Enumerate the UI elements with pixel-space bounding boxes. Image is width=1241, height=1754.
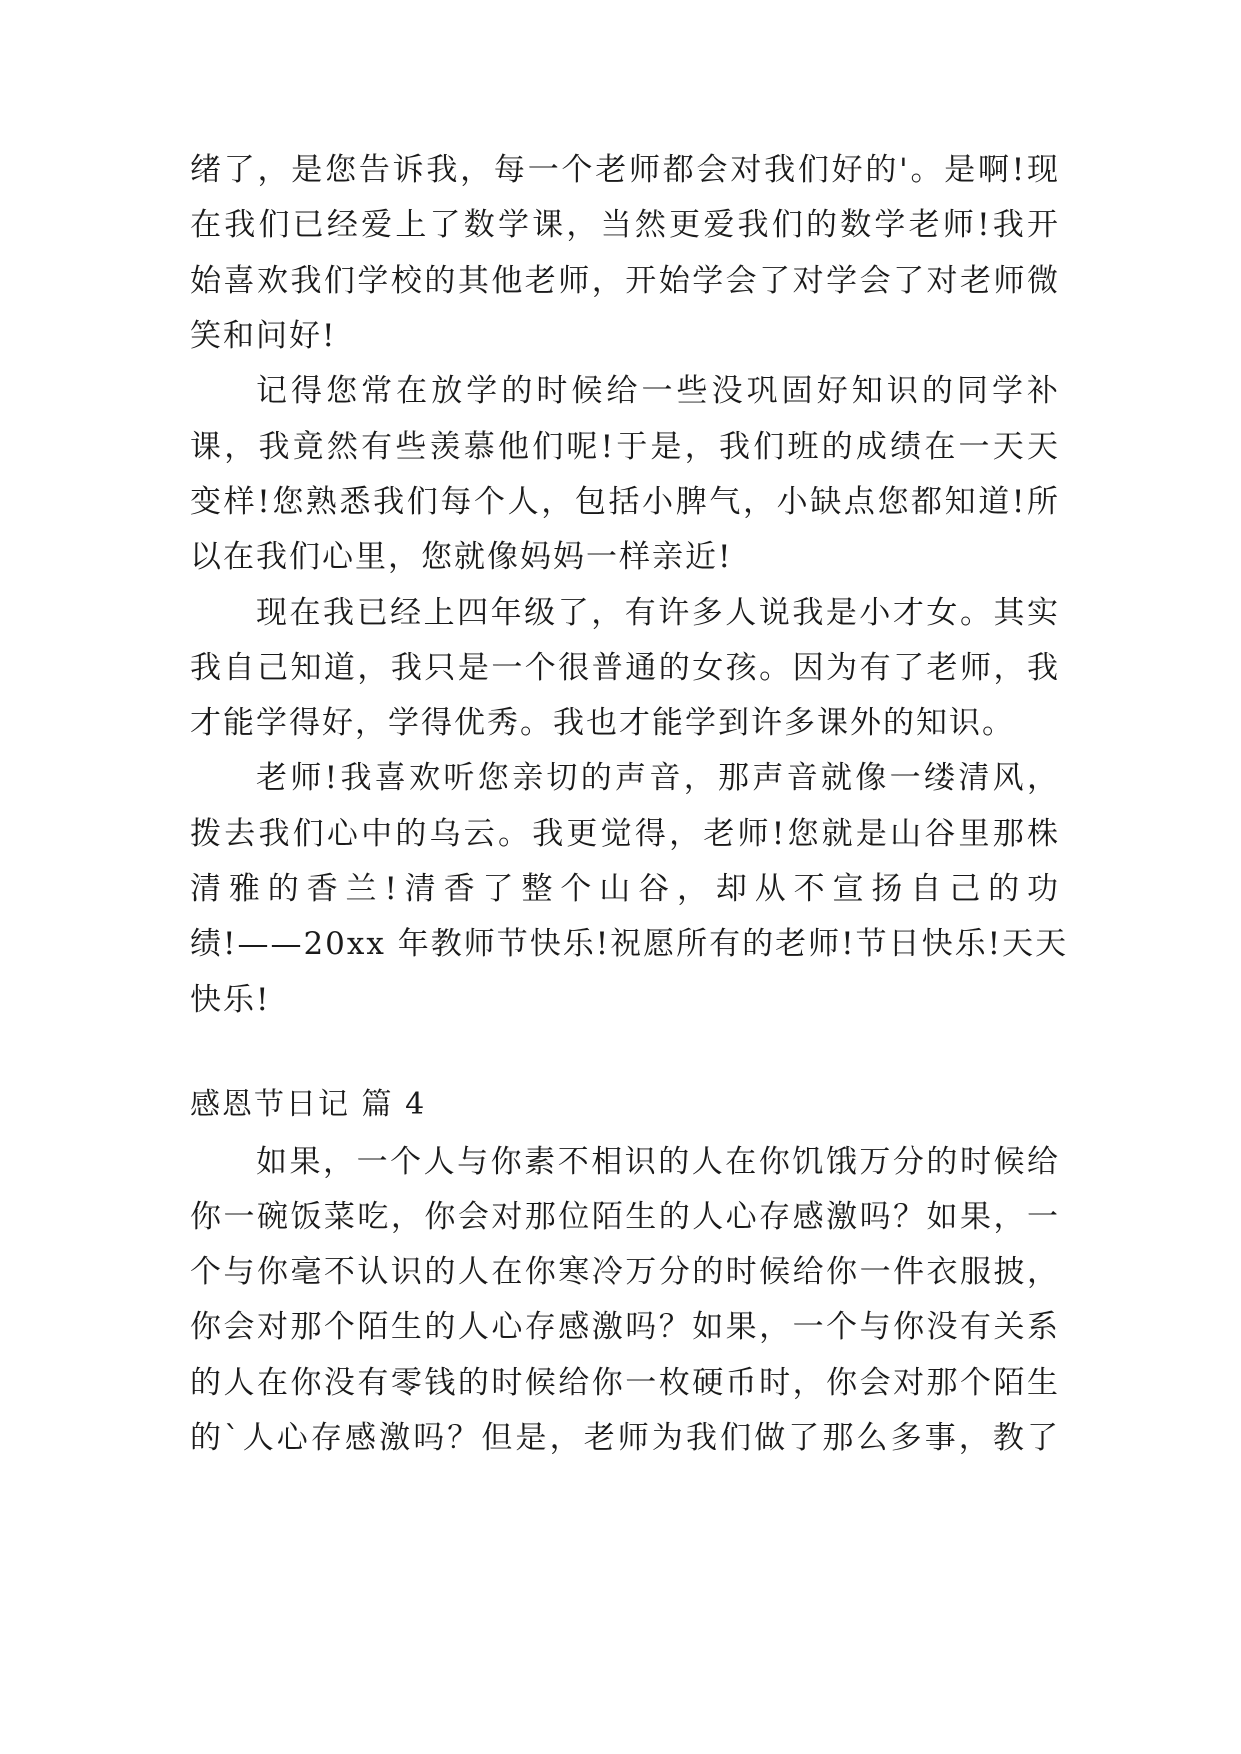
paragraph-line: 在我们已经爱上了数学课，当然更爱我们的数学老师!我开	[190, 207, 1060, 243]
paragraph-line: 课，我竟然有些羡慕他们呢!于是，我们班的成绩在一天天	[190, 429, 1060, 465]
paragraph-line: 如果，一个人与你素不相识的人在你饥饿万分的时候给	[256, 1144, 1060, 1180]
paragraph-line: 的人在你没有零钱的时候给你一枚硬币时，你会对那个陌生	[190, 1365, 1060, 1401]
paragraph-line: 你一碗饭菜吃，你会对那位陌生的人心存感激吗？如果，一	[190, 1199, 1060, 1235]
paragraph-line: 笑和问好!	[190, 318, 337, 354]
paragraph-line: 才能学得好，学得优秀。我也才能学到许多课外的知识。	[190, 705, 1015, 741]
paragraph-line: 你会对那个陌生的人心存感激吗？如果，一个与你没有关系	[190, 1309, 1060, 1345]
paragraph-line: 变样!您熟悉我们每个人，包括小脾气，小缺点您都知道!所	[190, 484, 1060, 520]
paragraph-line: 绪了，是您告诉我，每一个老师都会对我们好的'。是啊!现	[190, 152, 1060, 188]
paragraph-line: 始喜欢我们学校的其他老师，开始学会了对学会了对老师微	[190, 263, 1060, 299]
paragraph-line: 以在我们心里，您就像妈妈一样亲近!	[190, 539, 733, 575]
paragraph-line: 拨去我们心中的乌云。我更觉得，老师!您就是山谷里那株	[190, 816, 1060, 852]
paragraph-line: 清雅的香兰!清香了整个山谷，却从不宣扬自己的功	[190, 871, 1060, 907]
paragraph-line: 现在我已经上四年级了，有许多人说我是小才女。其实	[256, 595, 1060, 631]
paragraph-line: 的`人心存感激吗？但是，老师为我们做了那么多事，教了	[190, 1420, 1060, 1456]
section-heading: 感恩节日记 篇 4	[190, 1087, 427, 1122]
paragraph-line: 我自己知道，我只是一个很普通的女孩。因为有了老师，我	[190, 650, 1060, 686]
paragraph-line: 记得您常在放学的时候给一些没巩固好知识的同学补	[256, 373, 1060, 409]
paragraph-line: 个与你毫不认识的人在你寒冷万分的时候给你一件衣服披，	[190, 1254, 1060, 1290]
paragraph-line: 快乐!	[190, 982, 271, 1018]
paragraph-line: 绩!——20xx 年教师节快乐!祝愿所有的老师!节日快乐!天天	[190, 926, 1069, 962]
paragraph-line: 老师!我喜欢听您亲切的声音，那声音就像一缕清风，	[256, 760, 1060, 796]
